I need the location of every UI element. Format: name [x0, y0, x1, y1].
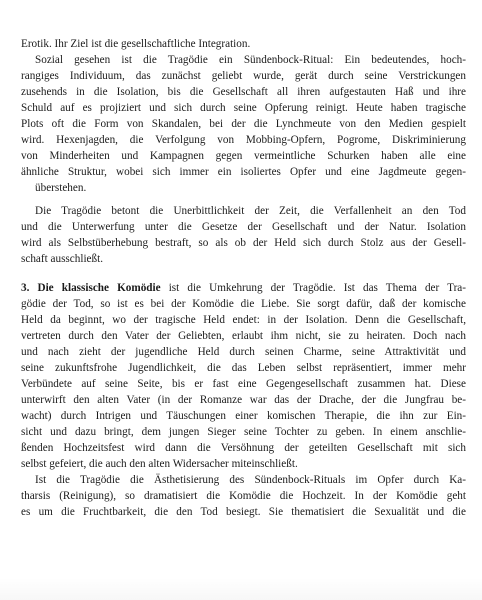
- paragraph-3: [21, 203, 466, 267]
- text-line: wird als Selbstüberhebung bestraft, so als ob der Held sich durch Stolz aus der Gesell-: [21, 237, 466, 249]
- text-line: selbst gefeiert, die auch den alten Widersacher miteinschließt.: [21, 458, 298, 470]
- text-line: tharsis (Reinigung), so dramatisiert die Komödie die Hochzeit. In der Komödie geht: [21, 490, 466, 502]
- text-line: und die Unterwerfung unter die Gesetze der Gesellschaft und der Natur. Isolation: [21, 221, 466, 233]
- paragraph-2: [21, 52, 466, 196]
- text-line: gödie der Tod, so ist es bei der Komödie die Liebe. Sie sorgt dafür, daß der komische: [21, 298, 466, 310]
- text-line: [21, 280, 466, 296]
- text-line: vertreten durch den Vater der Geliebten, erlaubt ihm nicht, sie zu heiraten. Doch nach: [21, 330, 466, 342]
- text-line: seine zukunftsfrohe Jugendlichkeit, die das Leben selbst repräsentiert, immer mehr: [21, 362, 466, 374]
- text-line: Erotik. Ihr Ziel ist die gesellschaftliche Integration.: [21, 38, 251, 50]
- text-line-rest: ist die Umkehrung der Tragödie. Ist das Thema der Tra-: [160, 282, 466, 294]
- text-line: ähnliche Struktur, wobei sich immer ein isoliertes Opfer und eine Jagdmeute gegen-: [21, 166, 466, 178]
- text-line: es um die Fruchtbarkeit, die den Tod besiegt. Sie thematisiert die Sexualität und die: [21, 506, 466, 518]
- text-line: und nach zieht der jugendliche Held durch seinen Charme, seine Attraktivität und: [21, 346, 466, 358]
- text-line: zusehends in die Isolation, bis die Gesellschaft all ihren aufgestauten Haß und ihre: [21, 86, 466, 98]
- text-line: Verbündete auf seine Seite, bis er fast eine Gegengesellschaft zusammen hat. Diese: [21, 378, 466, 390]
- paragraph-1: [21, 36, 466, 52]
- paragraph-5: [21, 472, 466, 520]
- section-heading: 3. Die klassische Komödie: [21, 282, 161, 294]
- text-line: von Minderheiten und Kampagnen gegen vermeintliche Schurken haben alle eine: [21, 150, 466, 162]
- text-line: sicht und dazu bringt, dem jungen Sieger seine Tochter zu geben. In einem anschlie-: [21, 426, 466, 438]
- text-line: Schuld auf es projiziert und sich durch seine Opferung reinigt. Heute haben tragische: [21, 102, 466, 114]
- text-line: schaft ausschließt.: [21, 253, 104, 265]
- page-bottom-fade: [0, 578, 482, 600]
- text-line: Die Tragödie betont die Unerbittlichkeit der Zeit, die Verfallenheit an den Tod: [35, 205, 466, 217]
- text-line: Sozial gesehen ist die Tragödie ein Sündenbock-Ritual: Ein bedeutendes, hoch-: [35, 54, 466, 66]
- text-line: wacht) durch Intrigen und Täuschungen einer komischen Therapie, die ihn zur Ein-: [21, 410, 466, 422]
- text-line: Ist die Tragödie die Ästhetisierung des Sündenbock-Rituals im Opfer durch Ka-: [35, 474, 466, 486]
- text-line: überstehen.: [35, 182, 87, 194]
- text-line: Plots oft die Form von Skandalen, bei der die Lynchmeute von den Medien gespielt: [21, 118, 466, 130]
- text-line: rangiges Individuum, das zunächst geliebt wurde, gerät durch seine Verstrickungen: [21, 70, 466, 82]
- text-line: unterwirft den alten Vater (in der Romanze war das der Drache, der die Jungfrau be-: [21, 394, 466, 406]
- paragraph-section-3: [21, 280, 466, 472]
- text-line: ßenden Hochzeitsfest wird dann die Versöhnung der geteilten Gesellschaft mit sich: [21, 442, 466, 454]
- text-line: Held da beginnt, wo der tragische Held endet: in der Isolation. Denn die Gesellschaft,: [21, 314, 466, 326]
- text-line: wird. Hexenjagden, die Verfolgung von Mobbing-Opfern, Pogrome, Diskriminierung: [21, 134, 466, 146]
